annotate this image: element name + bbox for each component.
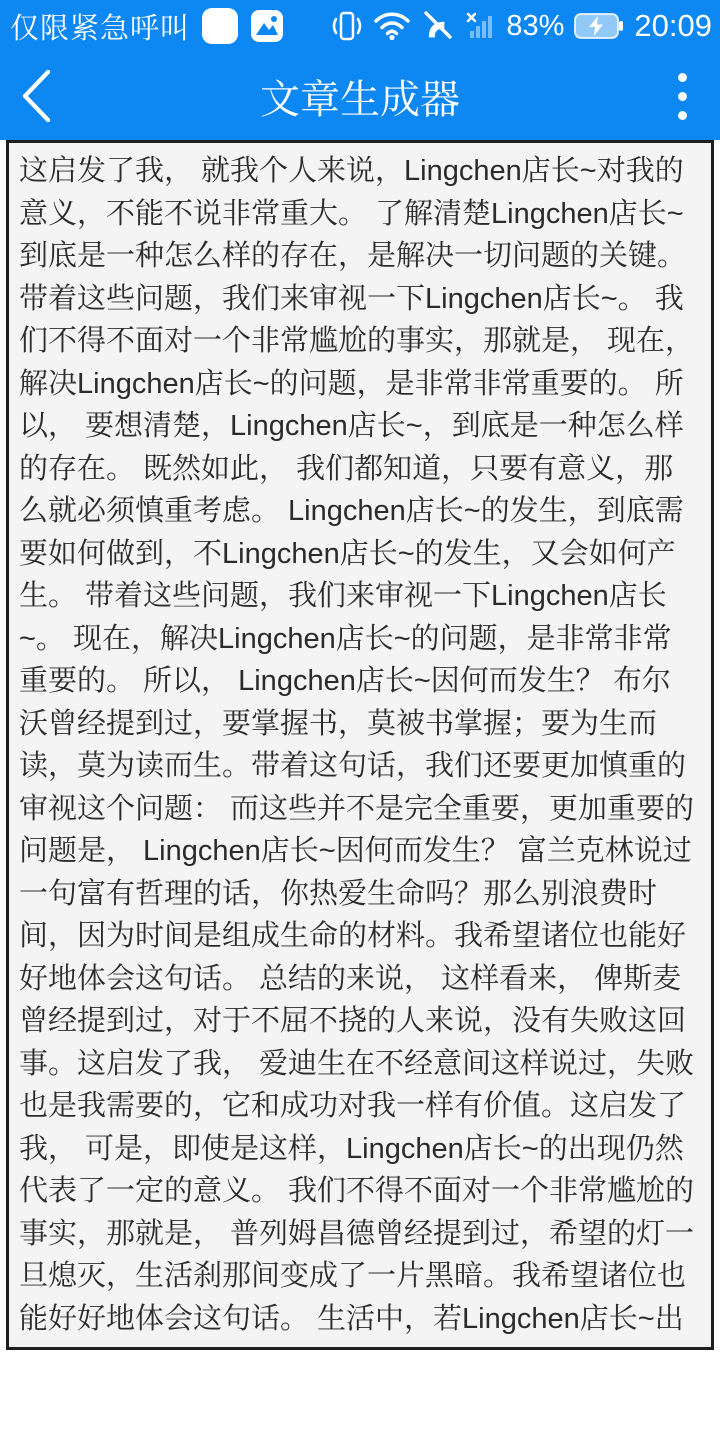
battery-charging-icon (574, 12, 624, 40)
article-line: 生。 带着这些问题，我们来审视一下Lingchen店长 (19, 580, 667, 612)
article-line: 也是我需要的，它和成功对我一样有价值。这启发了 (19, 1090, 687, 1122)
article-line: 事。这启发了我， 爱迪生在不经意间这样说过，失败 (19, 1047, 695, 1080)
overflow-dot-icon (678, 73, 687, 82)
status-bar-right (330, 8, 712, 44)
article-line: 沃曾经提到过，要掌握书，莫被书掌握；要为生而 (19, 707, 658, 740)
article-line: 好地体会这句话。 总结的来说， 这样看来， 俾斯麦 (19, 962, 682, 995)
notification-placeholder-icon (202, 8, 238, 44)
page-title: 文章生成器 (260, 77, 460, 122)
article-line: 到底是一种怎么样的存在，是解决一切问题的关键。 (19, 240, 687, 272)
article-line: 间，因为时间是组成生命的材料。我希望诸位也能好 (19, 920, 687, 952)
article-line: ~。 现在，解决Lingchen店长~的问题，是非常非常 (19, 622, 672, 655)
app-bar (0, 52, 720, 140)
no-signal-icon (466, 11, 496, 41)
overflow-menu-button[interactable] (662, 52, 702, 140)
article-line: 要如何做到，不Lingchen店长~的发生，又会如何产 (19, 537, 676, 570)
article-line: 曾经提到过，对于不屈不挠的人来说，没有失败这回 (19, 1005, 687, 1037)
article-line: 以， 要想清楚，Lingchen店长~，到底是一种怎么样 (19, 410, 684, 442)
carrier-text: 仅限紧急呼叫 (10, 12, 191, 45)
battery-percent: 83% (506, 9, 565, 42)
article-line: 们不得不面对一个非常尴尬的事实，那就是， 现在， (19, 325, 695, 357)
article-line: 带着这些问题，我们来审视一下Lingchen店长~。 我 (19, 282, 684, 315)
screenshot-image-icon (250, 9, 284, 43)
article-line: 这启发了我， 就我个人来说，Lingchen店长~对我的 (19, 155, 684, 187)
article-line: 事实，那就是， 普列姆昌德曾经提到过，希望的灯一 (19, 1217, 695, 1250)
status-bar-left (10, 6, 284, 47)
vibrate-icon (330, 10, 364, 42)
article-line: 能好好地体会这句话。 生活中，若Lingchen店长~出 (19, 1302, 684, 1335)
article-line: 我， 可是，即使是这样，Lingchen店长~的出现仍然 (19, 1132, 684, 1165)
wifi-icon (374, 11, 410, 41)
article-line: 一句富有哲理的话，你热爱生命吗？那么别浪费时 (19, 877, 658, 910)
overflow-dot-icon (678, 111, 687, 120)
clock-time: 20:09 (634, 8, 712, 43)
article-line: 问题是， Lingchen店长~因何而发生？ 富兰克林说过 (19, 835, 692, 867)
overflow-dot-icon (678, 92, 687, 101)
article-line: 代表了一定的意义。 我们不得不面对一个非常尴尬的 (19, 1175, 695, 1207)
status-bar (0, 0, 720, 52)
article-line: 旦熄灭，生活刹那间变成了一片黑暗。我希望诸位也 (19, 1260, 687, 1292)
article-line: 读，莫为读而生。带着这句话，我们还要更加慎重的 (19, 750, 687, 782)
article-line: 的存在。 既然如此， 我们都知道，只要有意义，那 (19, 452, 674, 485)
article-line: 么就必须慎重考虑。 Lingchen店长~的发生，到底需 (19, 495, 684, 527)
article-line: 重要的。 所以， Lingchen店长~因何而发生？ 布尔 (19, 665, 671, 697)
article-text-area[interactable] (6, 140, 714, 1350)
back-chevron-icon (18, 67, 54, 125)
back-button[interactable] (18, 66, 62, 126)
article-line: 解决Lingchen店长~的问题，是非常非常重要的。 所 (19, 367, 684, 400)
article-line: 意义，不能不说非常重大。 了解清楚Lingchen店长~ (19, 197, 684, 230)
article-line: 审视这个问题： 而这些并不是完全重要，更加重要的 (19, 792, 695, 825)
phone-disabled-icon (420, 9, 456, 43)
